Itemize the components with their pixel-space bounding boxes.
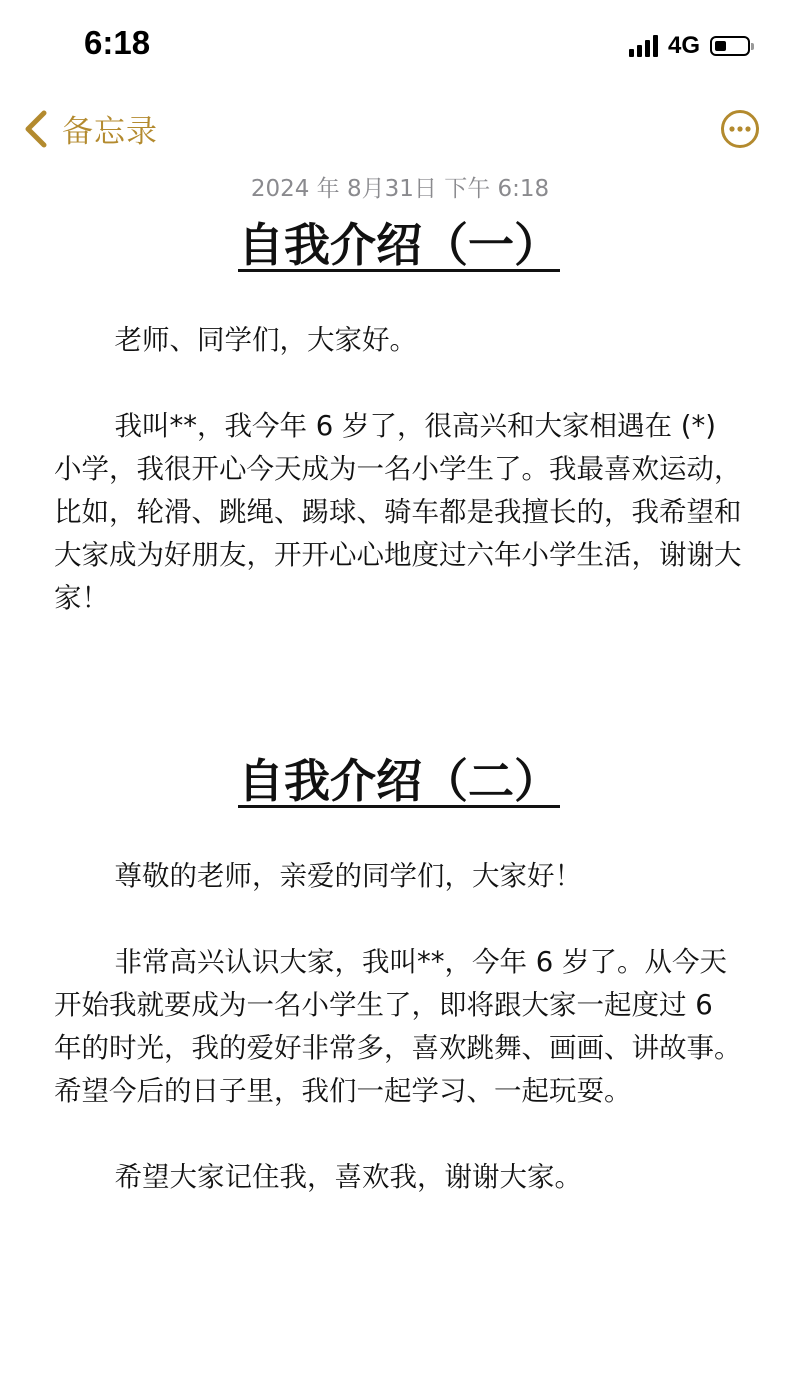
section-1-greeting: 老师、同学们，大家好。 bbox=[114, 324, 417, 356]
back-button[interactable] bbox=[20, 106, 158, 151]
section-1-body: 我叫**，我今年 6 岁了，很高兴和大家相遇在 (*) 小学，我很开心今天成为一名小学生了。我最喜欢运动，比如，轮滑、跳绳、踢球、骑车都是我擅长的，我希望和大家成为好朋友，开开心心地度过六年小学生活，谢谢大家！ bbox=[54, 410, 742, 614]
note-date: 2024 年 8月31日 下午 6:18 bbox=[250, 176, 550, 202]
battery-tip bbox=[751, 43, 754, 50]
battery-level bbox=[715, 41, 726, 51]
cellular-signal-icon bbox=[629, 35, 658, 57]
status-time: 6:18 bbox=[84, 24, 151, 61]
section-2-greeting: 尊敬的老师，亲爱的同学们，大家好！ bbox=[114, 860, 582, 892]
chevron-left-icon bbox=[20, 107, 60, 151]
note-body[interactable] bbox=[54, 212, 744, 1199]
battery-icon bbox=[710, 36, 750, 56]
status-bar bbox=[0, 0, 800, 90]
section-2-closing: 希望大家记住我，喜欢我，谢谢大家。 bbox=[114, 1161, 582, 1193]
back-label: 备忘录 bbox=[62, 114, 158, 150]
network-type: 4G bbox=[667, 32, 700, 59]
ellipsis-circle-icon[interactable] bbox=[720, 109, 760, 149]
section-1-title: 自我介绍（一） bbox=[238, 218, 560, 272]
status-indicators bbox=[629, 30, 750, 62]
section-2-body: 非常高兴认识大家，我叫**，今年 6 岁了。从今天开始我就要成为一名小学生了，即将跟大家一起度过 6 年的时光，我的爱好非常多，喜欢跳舞、画画、讲故事。希望今后的日子里，我们一起学习、一起玩耍。 bbox=[54, 946, 742, 1107]
section-2-title: 自我介绍（二） bbox=[238, 754, 560, 808]
